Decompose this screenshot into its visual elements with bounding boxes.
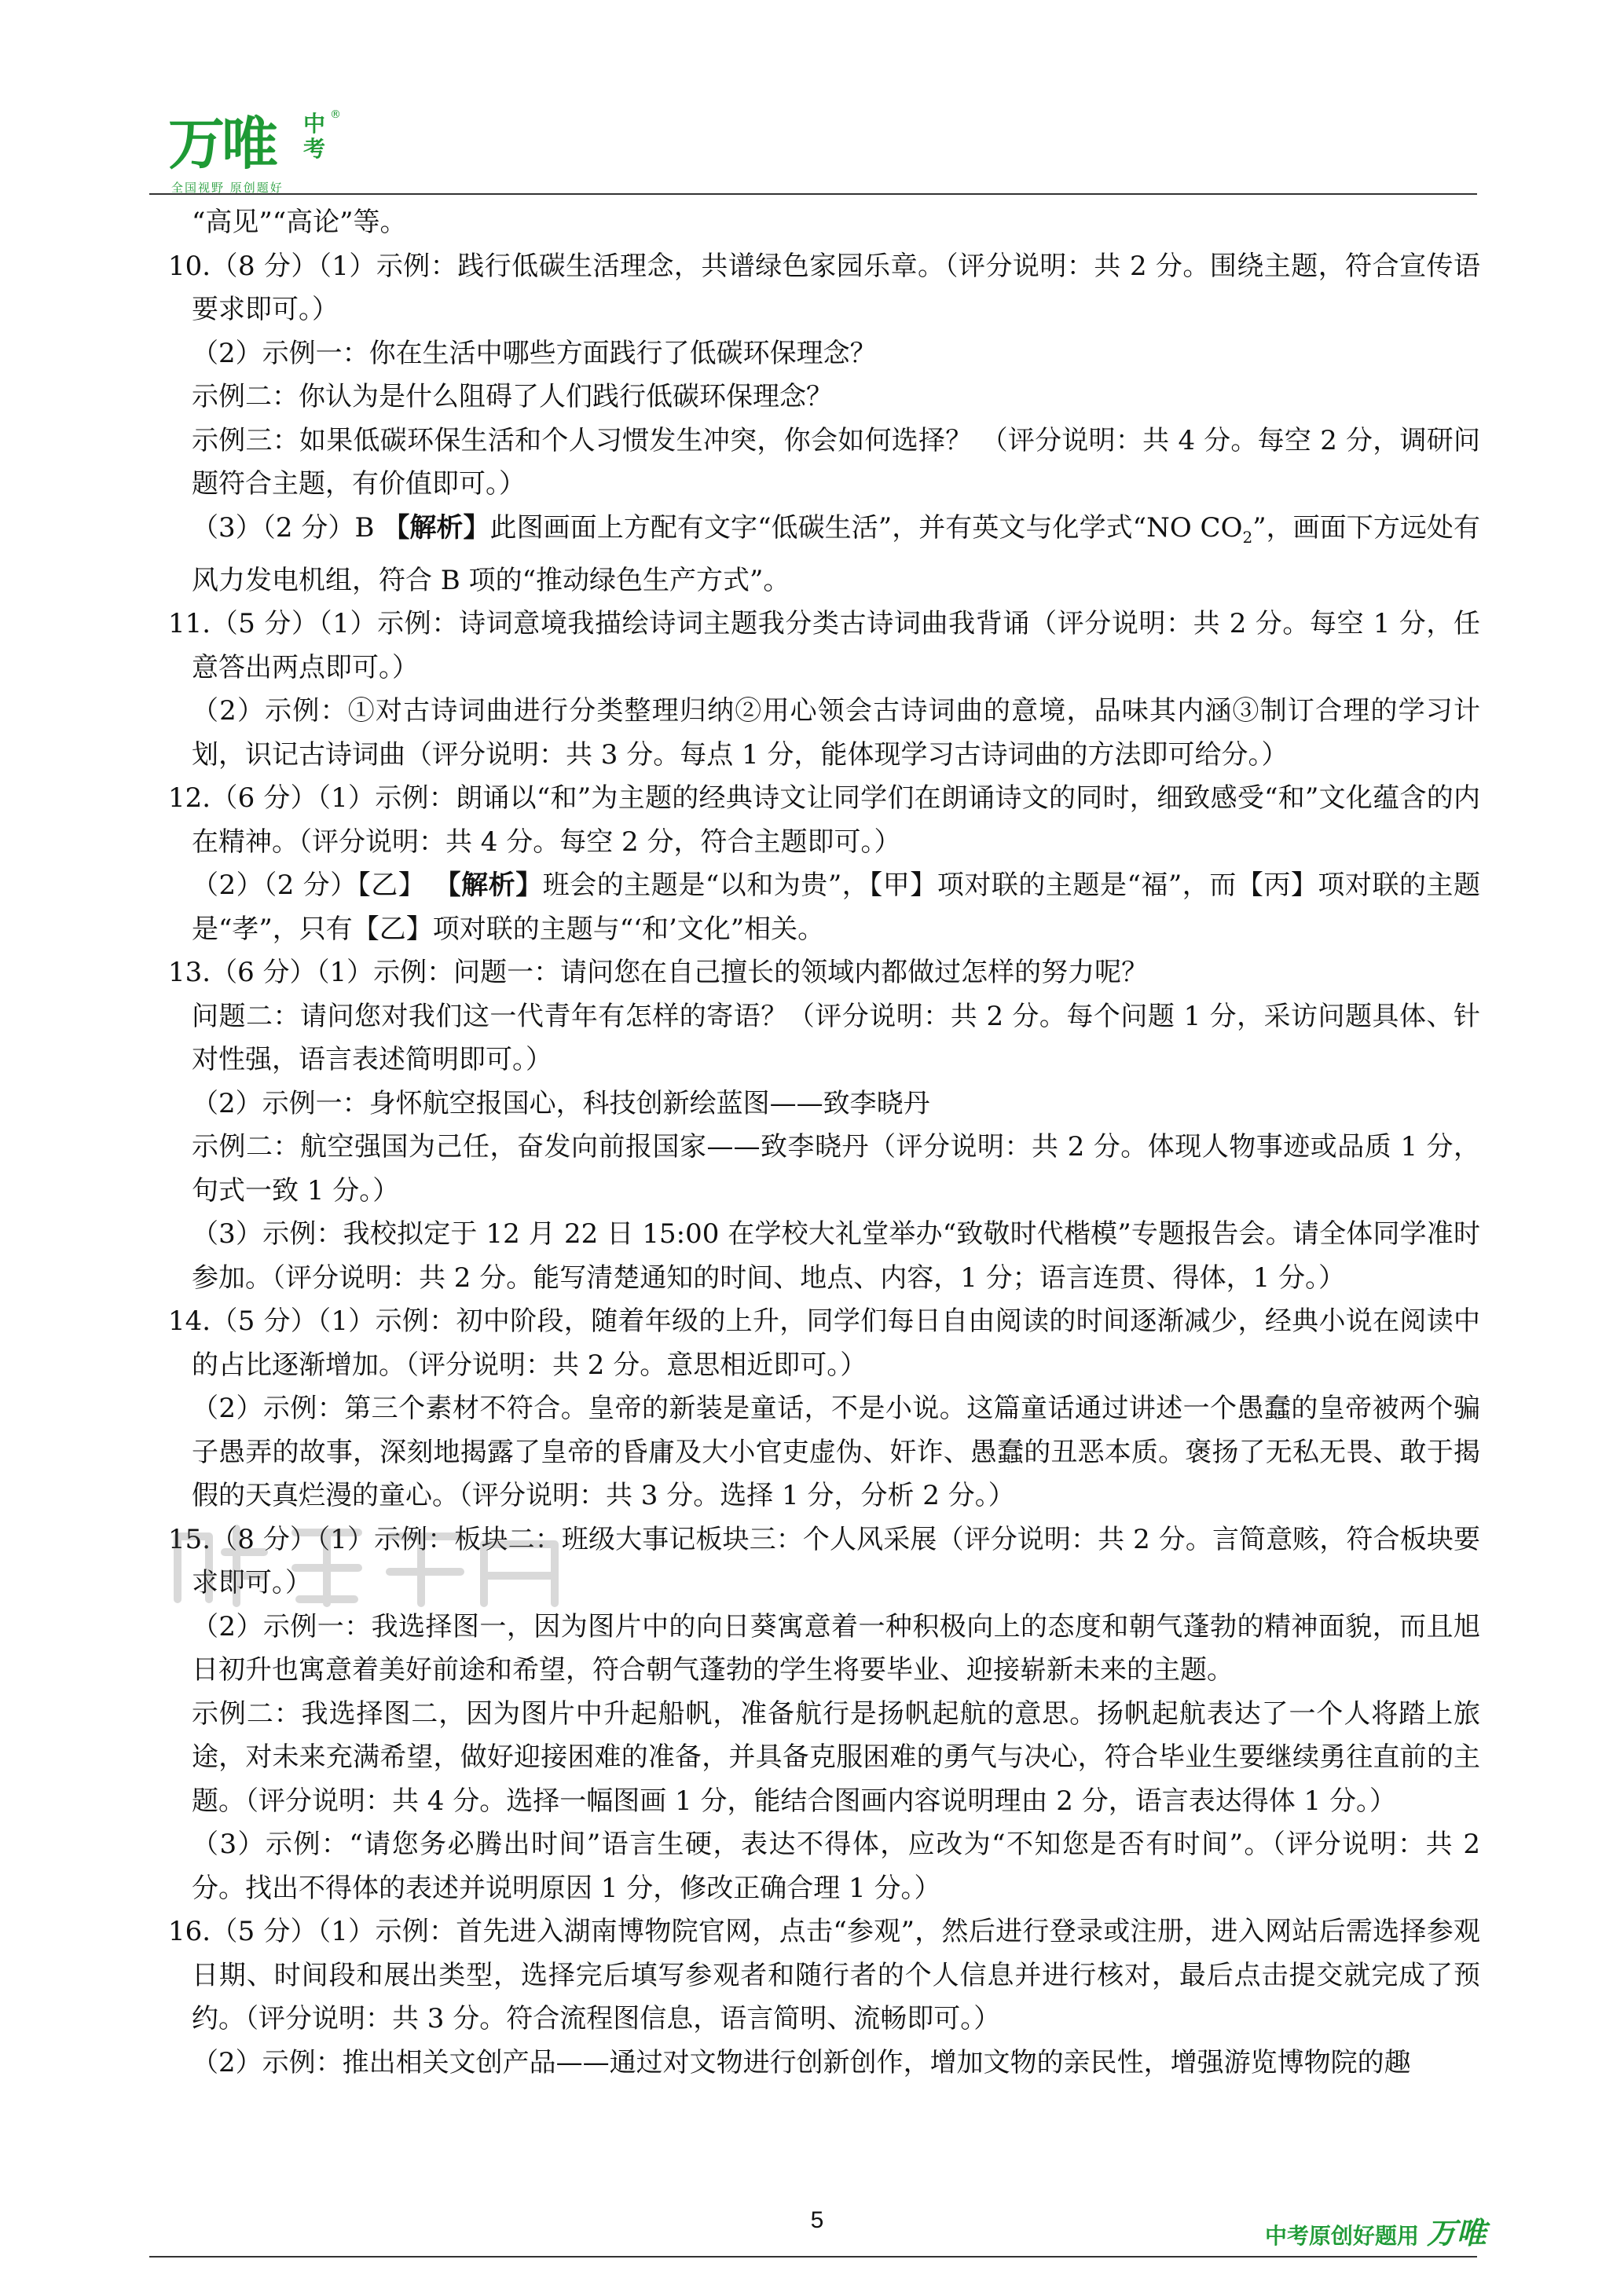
footer-divider xyxy=(149,2256,1477,2258)
answer-q15-2: （2）示例一：我选择图一，因为图片中的向日葵寓意着一种积极向上的态度和朝气蓬勃的精神面貌，而且旭日初升也寓意着美好前途和希望，符合朝气蓬勃的学生将要毕业、迎接崭新未来的主题。 xyxy=(192,1610,1480,1686)
answer-q10-3-text-2: ”，画面下方远处有风力发电机组，符合 B 项的“推动绿色生产方式”。 xyxy=(192,511,1481,596)
answer-q10-1: 10.（8 分）（1）示例：践行低碳生活理念，共谱绿色家园乐章。（评分说明：共 2 分。围绕主题，符合宣传语要求即可。） xyxy=(168,250,1480,325)
answer-q13-2b: 示例二：航空强国为己任，奋发向前报国家——致李晓丹（评分说明：共 2 分。体现人物事迹或品质 1 分，句式一致 1 分。） xyxy=(192,1131,1480,1207)
answer-q13-1b: 问题二：请问您对我们这一代青年有怎样的寄语？（评分说明：共 2 分。每个问题 1 分，采访问题具体、针对性强，语言表述简明即可。） xyxy=(192,1000,1480,1076)
answer-q14-2: （2）示例：第三个素材不符合。皇帝的新装是童话，不是小说。这篇童话通过讲述一个愚蠢的皇帝被两个骗子愚弄的故事，深刻地揭露了皇帝的昏庸及大小官吏虚伪、奸诈、愚蠢的丑恶本质。褒扬了无私无畏、敢于揭假的天真烂漫的童心。（评分说明：共 3 分。选择 1 分，分析 2 分。） xyxy=(192,1393,1480,1512)
answer-q15-1: 15.（8 分）（1）示例：板块二：班级大事记板块三：个人风采展（评分说明：共 2 分。言简意赅，符合板块要求即可。） xyxy=(168,1523,1480,1599)
answer-q10-2b: 示例二：你认为是什么阻碍了人们践行低碳环保理念？ xyxy=(192,381,833,412)
logo-side-text: 中考 xyxy=(303,111,326,162)
answer-q16-1: 16.（5 分）（1）示例：首先进入湖南博物院官网，点击“参观”，然后进行登录或注册，进入网站后需选择参观日期、时间段和展出类型，选择完后填写参观者和随行者的个人信息并进行核对，最后点击提交就完成了预约。（评分说明：共 3 分。符合流程图信息，语言简明、流畅即可。） xyxy=(168,1916,1480,2035)
answer-q11-1: 11.（5 分）（1）示例：诗词意境我描绘诗词主题我分类古诗词曲我背诵（评分说明：共 2 分。每空 1 分，任意答出两点即可。） xyxy=(168,608,1480,683)
answer-q10-2c: 示例三：如果低碳环保生活和个人习惯发生冲突，你会如何选择？ （评分说明：共 4 分。每空 2 分，调研问题符合主题，有价值即可。） xyxy=(192,424,1480,500)
page-number: 5 xyxy=(810,2207,824,2233)
answer-q12-2-label: （2）（2 分）【乙】 xyxy=(192,870,434,902)
logo-slogan: 全国视野 原创题好 xyxy=(171,181,284,195)
answer-q12-1: 12.（6 分）（1）示例：朗诵以“和”为主题的经典诗文让同学们在朗诵诗文的同时，细致感受“和”文化蕴含的内在精神。（评分说明：共 4 分。每空 2 分，符合主题即可。） xyxy=(168,782,1480,858)
answer-q16-2: （2）示例：推出相关文创产品——通过对文物进行创新创作，增加文物的亲民性，增强游览博物院的趣 xyxy=(192,2046,1411,2078)
analysis-tag: 【解析】 xyxy=(434,870,543,902)
answer-q13-3: （3）示例：我校拟定于 12 月 22 日 15:00 在学校大礼堂举办“致敬时代楷模”专题报告会。请全体同学准时参加。（评分说明：共 2 分。能写清楚通知的时间、地点、内容，1 分；语言连贯、得体，1 分。） xyxy=(192,1218,1480,1294)
header-divider xyxy=(149,193,1477,195)
answer-q13-2: （2）示例一：身怀航空报国心，科技创新绘蓝图——致李晓丹 xyxy=(192,1087,930,1119)
analysis-tag: 【解析】 xyxy=(383,511,490,544)
answer-q12-2 xyxy=(168,864,1480,951)
logo-wordmark: 万唯 xyxy=(168,111,276,177)
answer-q10-3-label: （3）（2 分）B xyxy=(192,511,383,544)
text-line: “高见”“高论”等。 xyxy=(192,207,407,238)
subscript: 2 xyxy=(1242,527,1253,547)
answer-q10-3-text: 此图画面上方配有文字“低碳生活”，并有英文与化学式“NO CO xyxy=(489,511,1243,544)
footer-brand xyxy=(1265,2209,1487,2252)
answer-q11-2: （2）示例：①对古诗词曲进行分类整理归纳②用心领会古诗词曲的意境，品味其内涵③制订合理的学习计划，识记古诗词曲（评分说明：共 3 分。每点 1 分，能体现学习古诗词曲的方法即可给分。） xyxy=(192,695,1480,771)
answer-q15-3: （3）示例：“请您务必腾出时间”语言生硬，表达不得体，应改为“不知您是否有时间”。（评分说明：共 2 分。找出不得体的表述并说明原因 1 分，修改正确合理 1 分。） xyxy=(192,1829,1480,1904)
answer-q10-3 xyxy=(168,507,1480,603)
answer-q14-1: 14.（5 分）（1）示例：初中阶段，随着年级的上升，同学们每日自由阅读的时间逐渐减少，经典小说在阅读中的占比逐渐增加。（评分说明：共 2 分。意思相近即可。） xyxy=(168,1305,1480,1381)
brand-logo xyxy=(168,108,349,195)
footer-brand-text: 中考原创好题用 xyxy=(1265,2223,1420,2249)
registered-mark: ® xyxy=(330,108,341,121)
answer-q12-2-text: 班会的主题是“以和为贵”，【甲】项对联的主题是“福”，而【丙】项对联的主题是“孝”，只有【乙】项对联的主题与“‘和’文化”相关。 xyxy=(192,870,1481,945)
answer-body xyxy=(168,201,1480,2085)
footer-brand-logo: 万唯 xyxy=(1426,2216,1487,2250)
answer-q15-2b: 示例二：我选择图二，因为图片中升起船帆，准备航行是扬帆起航的意思。扬帆起航表达了一个人将踏上旅途，对未来充满希望，做好迎接困难的准备，并具备克服困难的勇气与决心，符合毕业生要继续勇往直前的主题。（评分说明：共 4 分。选择一幅图画 1 分，能结合图画内容说明理由 2 分，语言表达得体 1 分。） xyxy=(192,1697,1480,1817)
answer-q13-1: 13.（6 分）（1）示例：问题一：请问您在自己擅长的领域内都做过怎样的努力呢？ xyxy=(168,957,1149,989)
answer-q10-2: （2）示例一：你在生活中哪些方面践行了低碳环保理念？ xyxy=(192,337,877,369)
